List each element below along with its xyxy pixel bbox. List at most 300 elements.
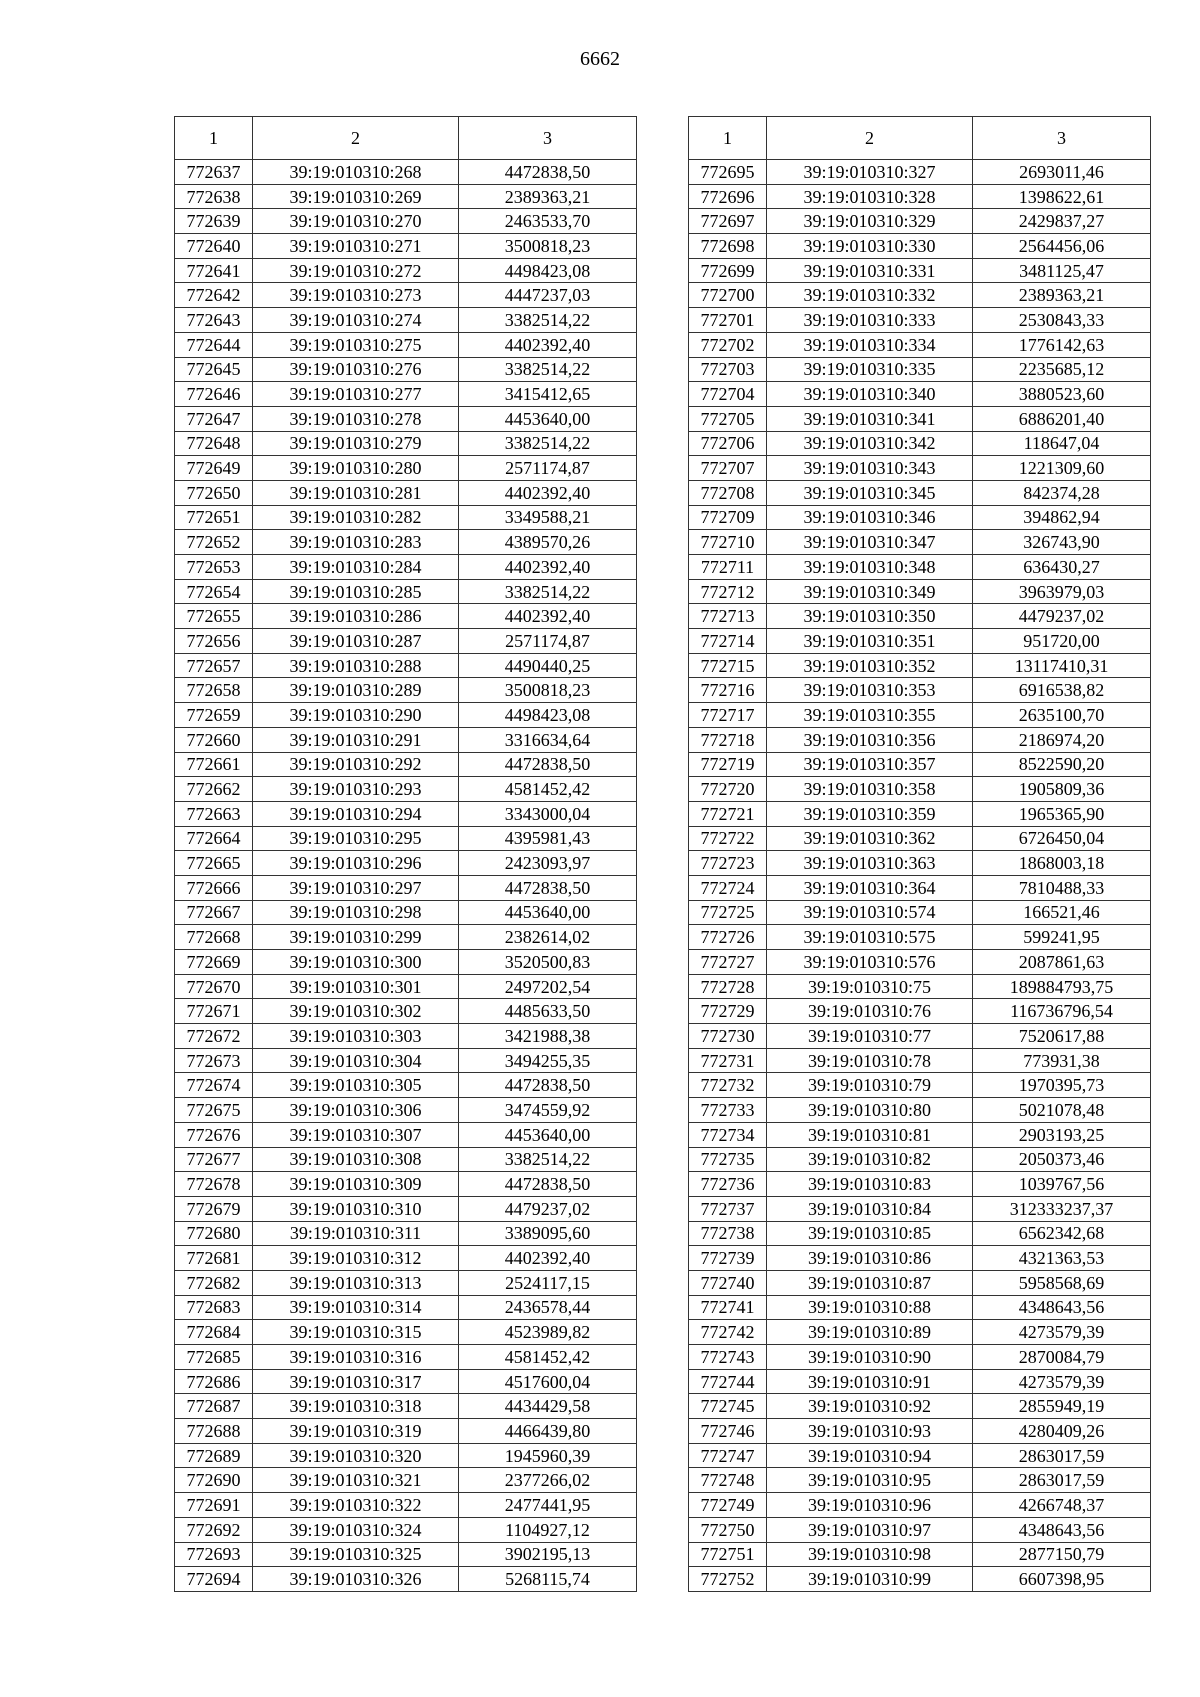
value-cell: 4321363,53 <box>973 1246 1151 1271</box>
value-cell: 5268115,74 <box>459 1567 637 1592</box>
row-number-cell: 772638 <box>175 184 253 209</box>
cadastral-number-cell: 39:19:010310:92 <box>767 1394 973 1419</box>
row-number-cell: 772720 <box>689 777 767 802</box>
cadastral-number-cell: 39:19:010310:288 <box>253 653 459 678</box>
table-row <box>175 258 637 283</box>
value-cell: 3316634,64 <box>459 727 637 752</box>
cadastral-number-cell: 39:19:010310:574 <box>767 900 973 925</box>
row-number-cell: 772704 <box>689 382 767 407</box>
value-cell: 2530843,33 <box>973 308 1151 333</box>
row-number-cell: 772694 <box>175 1567 253 1592</box>
cadastral-number-cell: 39:19:010310:341 <box>767 406 973 431</box>
value-cell: 2463533,70 <box>459 209 637 234</box>
cadastral-number-cell: 39:19:010310:359 <box>767 801 973 826</box>
value-cell: 951720,00 <box>973 629 1151 654</box>
table-row <box>689 505 1151 530</box>
value-cell: 773931,38 <box>973 1048 1151 1073</box>
cadastral-number-cell: 39:19:010310:84 <box>767 1196 973 1221</box>
table-row <box>689 925 1151 950</box>
cadastral-number-cell: 39:19:010310:96 <box>767 1493 973 1518</box>
row-number-cell: 772651 <box>175 505 253 530</box>
row-number-cell: 772731 <box>689 1048 767 1073</box>
row-number-cell: 772680 <box>175 1221 253 1246</box>
row-number-cell: 772706 <box>689 431 767 456</box>
row-number-cell: 772738 <box>689 1221 767 1246</box>
row-number-cell: 772742 <box>689 1320 767 1345</box>
value-cell: 2477441,95 <box>459 1493 637 1518</box>
cadastral-number-cell: 39:19:010310:334 <box>767 332 973 357</box>
cadastral-number-cell: 39:19:010310:279 <box>253 431 459 456</box>
cadastral-number-cell: 39:19:010310:274 <box>253 308 459 333</box>
table-row <box>689 431 1151 456</box>
cadastral-number-cell: 39:19:010310:332 <box>767 283 973 308</box>
value-cell: 2436578,44 <box>459 1295 637 1320</box>
value-cell: 3382514,22 <box>459 579 637 604</box>
row-number-cell: 772656 <box>175 629 253 654</box>
value-cell: 13117410,31 <box>973 653 1151 678</box>
row-number-cell: 772746 <box>689 1419 767 1444</box>
value-cell: 4348643,56 <box>973 1295 1151 1320</box>
value-cell: 2423093,97 <box>459 851 637 876</box>
row-number-cell: 772642 <box>175 283 253 308</box>
value-cell: 4273579,39 <box>973 1369 1151 1394</box>
value-cell: 3389095,60 <box>459 1221 637 1246</box>
cadastral-number-cell: 39:19:010310:351 <box>767 629 973 654</box>
row-number-cell: 772752 <box>689 1567 767 1592</box>
table-row <box>689 678 1151 703</box>
value-cell: 3494255,35 <box>459 1048 637 1073</box>
table-row <box>175 505 637 530</box>
row-number-cell: 772683 <box>175 1295 253 1320</box>
cadastral-number-cell: 39:19:010310:88 <box>767 1295 973 1320</box>
value-cell: 2050373,46 <box>973 1147 1151 1172</box>
cadastral-number-cell: 39:19:010310:335 <box>767 357 973 382</box>
value-cell: 1868003,18 <box>973 851 1151 876</box>
row-number-cell: 772637 <box>175 160 253 185</box>
row-number-cell: 772707 <box>689 456 767 481</box>
value-cell: 3382514,22 <box>459 1147 637 1172</box>
cadastral-number-cell: 39:19:010310:284 <box>253 555 459 580</box>
value-cell: 3349588,21 <box>459 505 637 530</box>
row-number-cell: 772729 <box>689 999 767 1024</box>
value-cell: 2571174,87 <box>459 629 637 654</box>
table-row <box>689 1369 1151 1394</box>
value-cell: 3415412,65 <box>459 382 637 407</box>
cadastral-number-cell: 39:19:010310:576 <box>767 950 973 975</box>
table-row <box>689 456 1151 481</box>
table-row <box>689 974 1151 999</box>
row-number-cell: 772639 <box>175 209 253 234</box>
row-number-cell: 772690 <box>175 1468 253 1493</box>
row-number-cell: 772730 <box>689 1024 767 1049</box>
value-cell: 2863017,59 <box>973 1443 1151 1468</box>
table-row <box>175 1172 637 1197</box>
value-cell: 2429837,27 <box>973 209 1151 234</box>
cadastral-number-cell: 39:19:010310:90 <box>767 1345 973 1370</box>
table-row <box>175 752 637 777</box>
value-cell: 1221309,60 <box>973 456 1151 481</box>
row-number-cell: 772735 <box>689 1147 767 1172</box>
cadastral-number-cell: 39:19:010310:310 <box>253 1196 459 1221</box>
table-header-row <box>689 117 1151 160</box>
row-number-cell: 772716 <box>689 678 767 703</box>
row-number-cell: 772689 <box>175 1443 253 1468</box>
cadastral-number-cell: 39:19:010310:99 <box>767 1567 973 1592</box>
row-number-cell: 772668 <box>175 925 253 950</box>
cadastral-number-cell: 39:19:010310:292 <box>253 752 459 777</box>
cadastral-number-cell: 39:19:010310:350 <box>767 604 973 629</box>
row-number-cell: 772666 <box>175 875 253 900</box>
cadastral-number-cell: 39:19:010310:302 <box>253 999 459 1024</box>
cadastral-number-cell: 39:19:010310:364 <box>767 875 973 900</box>
row-number-cell: 772691 <box>175 1493 253 1518</box>
row-number-cell: 772686 <box>175 1369 253 1394</box>
row-number-cell: 772679 <box>175 1196 253 1221</box>
cadastral-number-cell: 39:19:010310:297 <box>253 875 459 900</box>
row-number-cell: 772727 <box>689 950 767 975</box>
table-row <box>689 1098 1151 1123</box>
value-cell: 4348643,56 <box>973 1517 1151 1542</box>
table-header-row <box>175 117 637 160</box>
table-row <box>689 1493 1151 1518</box>
table-row <box>689 1419 1151 1444</box>
value-cell: 3481125,47 <box>973 258 1151 283</box>
table-row <box>175 1419 637 1444</box>
cadastral-number-cell: 39:19:010310:308 <box>253 1147 459 1172</box>
table-row <box>175 703 637 728</box>
cadastral-number-cell: 39:19:010310:94 <box>767 1443 973 1468</box>
cadastral-number-cell: 39:19:010310:314 <box>253 1295 459 1320</box>
row-number-cell: 772708 <box>689 480 767 505</box>
value-cell: 4273579,39 <box>973 1320 1151 1345</box>
table-row <box>175 332 637 357</box>
value-cell: 4472838,50 <box>459 752 637 777</box>
row-number-cell: 772641 <box>175 258 253 283</box>
cadastral-number-cell: 39:19:010310:77 <box>767 1024 973 1049</box>
table-row <box>689 950 1151 975</box>
table-row <box>689 999 1151 1024</box>
value-cell: 2564456,06 <box>973 234 1151 259</box>
cadastral-number-cell: 39:19:010310:363 <box>767 851 973 876</box>
table-row <box>175 234 637 259</box>
row-number-cell: 772726 <box>689 925 767 950</box>
cadastral-number-cell: 39:19:010310:325 <box>253 1542 459 1567</box>
cadastral-number-cell: 39:19:010310:290 <box>253 703 459 728</box>
cadastral-number-cell: 39:19:010310:324 <box>253 1517 459 1542</box>
column-header: 2 <box>253 117 459 160</box>
table-row <box>689 160 1151 185</box>
cadastral-number-cell: 39:19:010310:85 <box>767 1221 973 1246</box>
cadastral-number-cell: 39:19:010310:298 <box>253 900 459 925</box>
cadastral-number-cell: 39:19:010310:311 <box>253 1221 459 1246</box>
cadastral-number-cell: 39:19:010310:86 <box>767 1246 973 1271</box>
table-row <box>175 1542 637 1567</box>
cadastral-number-cell: 39:19:010310:322 <box>253 1493 459 1518</box>
value-cell: 3474559,92 <box>459 1098 637 1123</box>
row-number-cell: 772710 <box>689 530 767 555</box>
cadastral-number-cell: 39:19:010310:326 <box>253 1567 459 1592</box>
value-cell: 1970395,73 <box>973 1073 1151 1098</box>
cadastral-number-cell: 39:19:010310:349 <box>767 579 973 604</box>
cadastral-number-cell: 39:19:010310:87 <box>767 1270 973 1295</box>
value-cell: 636430,27 <box>973 555 1151 580</box>
table-row <box>175 160 637 185</box>
row-number-cell: 772662 <box>175 777 253 802</box>
row-number-cell: 772643 <box>175 308 253 333</box>
value-cell: 2389363,21 <box>973 283 1151 308</box>
cadastral-number-cell: 39:19:010310:93 <box>767 1419 973 1444</box>
table-row <box>689 258 1151 283</box>
cadastral-number-cell: 39:19:010310:78 <box>767 1048 973 1073</box>
value-cell: 2571174,87 <box>459 456 637 481</box>
cadastral-number-cell: 39:19:010310:295 <box>253 826 459 851</box>
cadastral-number-cell: 39:19:010310:309 <box>253 1172 459 1197</box>
row-number-cell: 772677 <box>175 1147 253 1172</box>
table-row <box>175 1221 637 1246</box>
table-row <box>689 1073 1151 1098</box>
cadastral-number-cell: 39:19:010310:318 <box>253 1394 459 1419</box>
cadastral-number-cell: 39:19:010310:270 <box>253 209 459 234</box>
row-number-cell: 772736 <box>689 1172 767 1197</box>
row-number-cell: 772659 <box>175 703 253 728</box>
table-row <box>689 1345 1151 1370</box>
value-cell: 3880523,60 <box>973 382 1151 407</box>
cadastral-number-cell: 39:19:010310:313 <box>253 1270 459 1295</box>
row-number-cell: 772692 <box>175 1517 253 1542</box>
value-cell: 4472838,50 <box>459 1073 637 1098</box>
cadastral-number-cell: 39:19:010310:75 <box>767 974 973 999</box>
table-row <box>689 480 1151 505</box>
row-number-cell: 772733 <box>689 1098 767 1123</box>
value-cell: 2863017,59 <box>973 1468 1151 1493</box>
value-cell: 312333237,37 <box>973 1196 1151 1221</box>
cadastral-number-cell: 39:19:010310:319 <box>253 1419 459 1444</box>
row-number-cell: 772678 <box>175 1172 253 1197</box>
value-cell: 1104927,12 <box>459 1517 637 1542</box>
value-cell: 5958568,69 <box>973 1270 1151 1295</box>
cadastral-number-cell: 39:19:010310:275 <box>253 332 459 357</box>
table-row <box>175 456 637 481</box>
value-cell: 4447237,03 <box>459 283 637 308</box>
table-row <box>689 1196 1151 1221</box>
row-number-cell: 772661 <box>175 752 253 777</box>
table-row <box>689 727 1151 752</box>
row-number-cell: 772682 <box>175 1270 253 1295</box>
cadastral-number-cell: 39:19:010310:282 <box>253 505 459 530</box>
value-cell: 2377266,02 <box>459 1468 637 1493</box>
row-number-cell: 772665 <box>175 851 253 876</box>
table-row <box>175 727 637 752</box>
row-number-cell: 772703 <box>689 357 767 382</box>
cadastral-number-cell: 39:19:010310:340 <box>767 382 973 407</box>
table-row <box>175 1517 637 1542</box>
row-number-cell: 772654 <box>175 579 253 604</box>
row-number-cell: 772664 <box>175 826 253 851</box>
cadastral-number-cell: 39:19:010310:353 <box>767 678 973 703</box>
row-number-cell: 772721 <box>689 801 767 826</box>
value-cell: 4485633,50 <box>459 999 637 1024</box>
row-number-cell: 772647 <box>175 406 253 431</box>
cadastral-number-cell: 39:19:010310:355 <box>767 703 973 728</box>
value-cell: 1039767,56 <box>973 1172 1151 1197</box>
value-cell: 2524117,15 <box>459 1270 637 1295</box>
table-row <box>175 530 637 555</box>
value-cell: 2870084,79 <box>973 1345 1151 1370</box>
column-header: 3 <box>973 117 1151 160</box>
value-cell: 4517600,04 <box>459 1369 637 1394</box>
row-number-cell: 772725 <box>689 900 767 925</box>
row-number-cell: 772713 <box>689 604 767 629</box>
value-cell: 6726450,04 <box>973 826 1151 851</box>
row-number-cell: 772705 <box>689 406 767 431</box>
cadastral-number-cell: 39:19:010310:271 <box>253 234 459 259</box>
cadastral-number-cell: 39:19:010310:294 <box>253 801 459 826</box>
value-cell: 4389570,26 <box>459 530 637 555</box>
table-row <box>175 777 637 802</box>
value-cell: 2635100,70 <box>973 703 1151 728</box>
value-cell: 2382614,02 <box>459 925 637 950</box>
value-cell: 4472838,50 <box>459 875 637 900</box>
row-number-cell: 772717 <box>689 703 767 728</box>
cadastral-number-cell: 39:19:010310:76 <box>767 999 973 1024</box>
table-row <box>175 1147 637 1172</box>
row-number-cell: 772714 <box>689 629 767 654</box>
table-row <box>175 1048 637 1073</box>
cadastral-number-cell: 39:19:010310:291 <box>253 727 459 752</box>
value-cell: 4402392,40 <box>459 1246 637 1271</box>
cadastral-number-cell: 39:19:010310:356 <box>767 727 973 752</box>
value-cell: 1945960,39 <box>459 1443 637 1468</box>
value-cell: 2235685,12 <box>973 357 1151 382</box>
cadastral-number-cell: 39:19:010310:575 <box>767 925 973 950</box>
cadastral-number-cell: 39:19:010310:303 <box>253 1024 459 1049</box>
cadastral-number-cell: 39:19:010310:316 <box>253 1345 459 1370</box>
table-row <box>689 579 1151 604</box>
cadastral-number-cell: 39:19:010310:97 <box>767 1517 973 1542</box>
table-row <box>689 900 1151 925</box>
table-row <box>175 1369 637 1394</box>
value-cell: 4472838,50 <box>459 1172 637 1197</box>
row-number-cell: 772700 <box>689 283 767 308</box>
value-cell: 3382514,22 <box>459 308 637 333</box>
row-number-cell: 772724 <box>689 875 767 900</box>
table-row <box>175 1073 637 1098</box>
table-row <box>689 1270 1151 1295</box>
cadastral-number-cell: 39:19:010310:305 <box>253 1073 459 1098</box>
cadastral-number-cell: 39:19:010310:312 <box>253 1246 459 1271</box>
row-number-cell: 772676 <box>175 1122 253 1147</box>
value-cell: 118647,04 <box>973 431 1151 456</box>
cadastral-number-cell: 39:19:010310:304 <box>253 1048 459 1073</box>
row-number-cell: 772693 <box>175 1542 253 1567</box>
row-number-cell: 772719 <box>689 752 767 777</box>
row-number-cell: 772712 <box>689 579 767 604</box>
table-row <box>689 209 1151 234</box>
table-row <box>689 1048 1151 1073</box>
cadastral-number-cell: 39:19:010310:358 <box>767 777 973 802</box>
cadastral-number-cell: 39:19:010310:331 <box>767 258 973 283</box>
row-number-cell: 772718 <box>689 727 767 752</box>
table-row <box>175 1098 637 1123</box>
cadastral-number-cell: 39:19:010310:83 <box>767 1172 973 1197</box>
value-cell: 3382514,22 <box>459 357 637 382</box>
table-row <box>175 382 637 407</box>
cadastral-number-cell: 39:19:010310:327 <box>767 160 973 185</box>
cadastral-number-cell: 39:19:010310:269 <box>253 184 459 209</box>
cadastral-number-cell: 39:19:010310:330 <box>767 234 973 259</box>
table-row <box>689 234 1151 259</box>
value-cell: 166521,46 <box>973 900 1151 925</box>
row-number-cell: 772657 <box>175 653 253 678</box>
value-cell: 2389363,21 <box>459 184 637 209</box>
value-cell: 4466439,80 <box>459 1419 637 1444</box>
cadastral-number-cell: 39:19:010310:328 <box>767 184 973 209</box>
value-cell: 6607398,95 <box>973 1567 1151 1592</box>
value-cell: 1398622,61 <box>973 184 1151 209</box>
row-number-cell: 772674 <box>175 1073 253 1098</box>
table-row <box>689 555 1151 580</box>
cadastral-number-cell: 39:19:010310:276 <box>253 357 459 382</box>
table-row <box>689 332 1151 357</box>
table-row <box>175 1246 637 1271</box>
cadastral-number-cell: 39:19:010310:343 <box>767 456 973 481</box>
cadastral-number-cell: 39:19:010310:307 <box>253 1122 459 1147</box>
table-row <box>689 1024 1151 1049</box>
cadastral-number-cell: 39:19:010310:268 <box>253 160 459 185</box>
value-cell: 7810488,33 <box>973 875 1151 900</box>
table-row <box>175 925 637 950</box>
row-number-cell: 772734 <box>689 1122 767 1147</box>
row-number-cell: 772732 <box>689 1073 767 1098</box>
cadastral-number-cell: 39:19:010310:79 <box>767 1073 973 1098</box>
table-row <box>175 851 637 876</box>
value-cell: 6886201,40 <box>973 406 1151 431</box>
cadastral-number-cell: 39:19:010310:293 <box>253 777 459 802</box>
cadastral-number-cell: 39:19:010310:80 <box>767 1098 973 1123</box>
cadastral-number-cell: 39:19:010310:82 <box>767 1147 973 1172</box>
cadastral-number-cell: 39:19:010310:301 <box>253 974 459 999</box>
value-cell: 326743,90 <box>973 530 1151 555</box>
row-number-cell: 772702 <box>689 332 767 357</box>
value-cell: 4581452,42 <box>459 777 637 802</box>
value-cell: 4395981,43 <box>459 826 637 851</box>
table-row <box>175 801 637 826</box>
cadastral-number-cell: 39:19:010310:296 <box>253 851 459 876</box>
value-cell: 3500818,23 <box>459 234 637 259</box>
value-cell: 4434429,58 <box>459 1394 637 1419</box>
table-row <box>175 1345 637 1370</box>
column-header: 1 <box>175 117 253 160</box>
page-number: 6662 <box>580 48 620 70</box>
value-cell: 4472838,50 <box>459 160 637 185</box>
table-row <box>175 1024 637 1049</box>
cadastral-number-cell: 39:19:010310:315 <box>253 1320 459 1345</box>
table-row <box>175 1295 637 1320</box>
cadastral-number-cell: 39:19:010310:320 <box>253 1443 459 1468</box>
table-row <box>689 1542 1151 1567</box>
table-row <box>175 1270 637 1295</box>
row-number-cell: 772750 <box>689 1517 767 1542</box>
table-row <box>175 875 637 900</box>
value-cell: 1905809,36 <box>973 777 1151 802</box>
value-cell: 3343000,04 <box>459 801 637 826</box>
table-row <box>689 382 1151 407</box>
value-cell: 4498423,08 <box>459 258 637 283</box>
table-row <box>175 431 637 456</box>
table-row <box>175 1567 637 1592</box>
column-header: 3 <box>459 117 637 160</box>
table-row <box>689 703 1151 728</box>
